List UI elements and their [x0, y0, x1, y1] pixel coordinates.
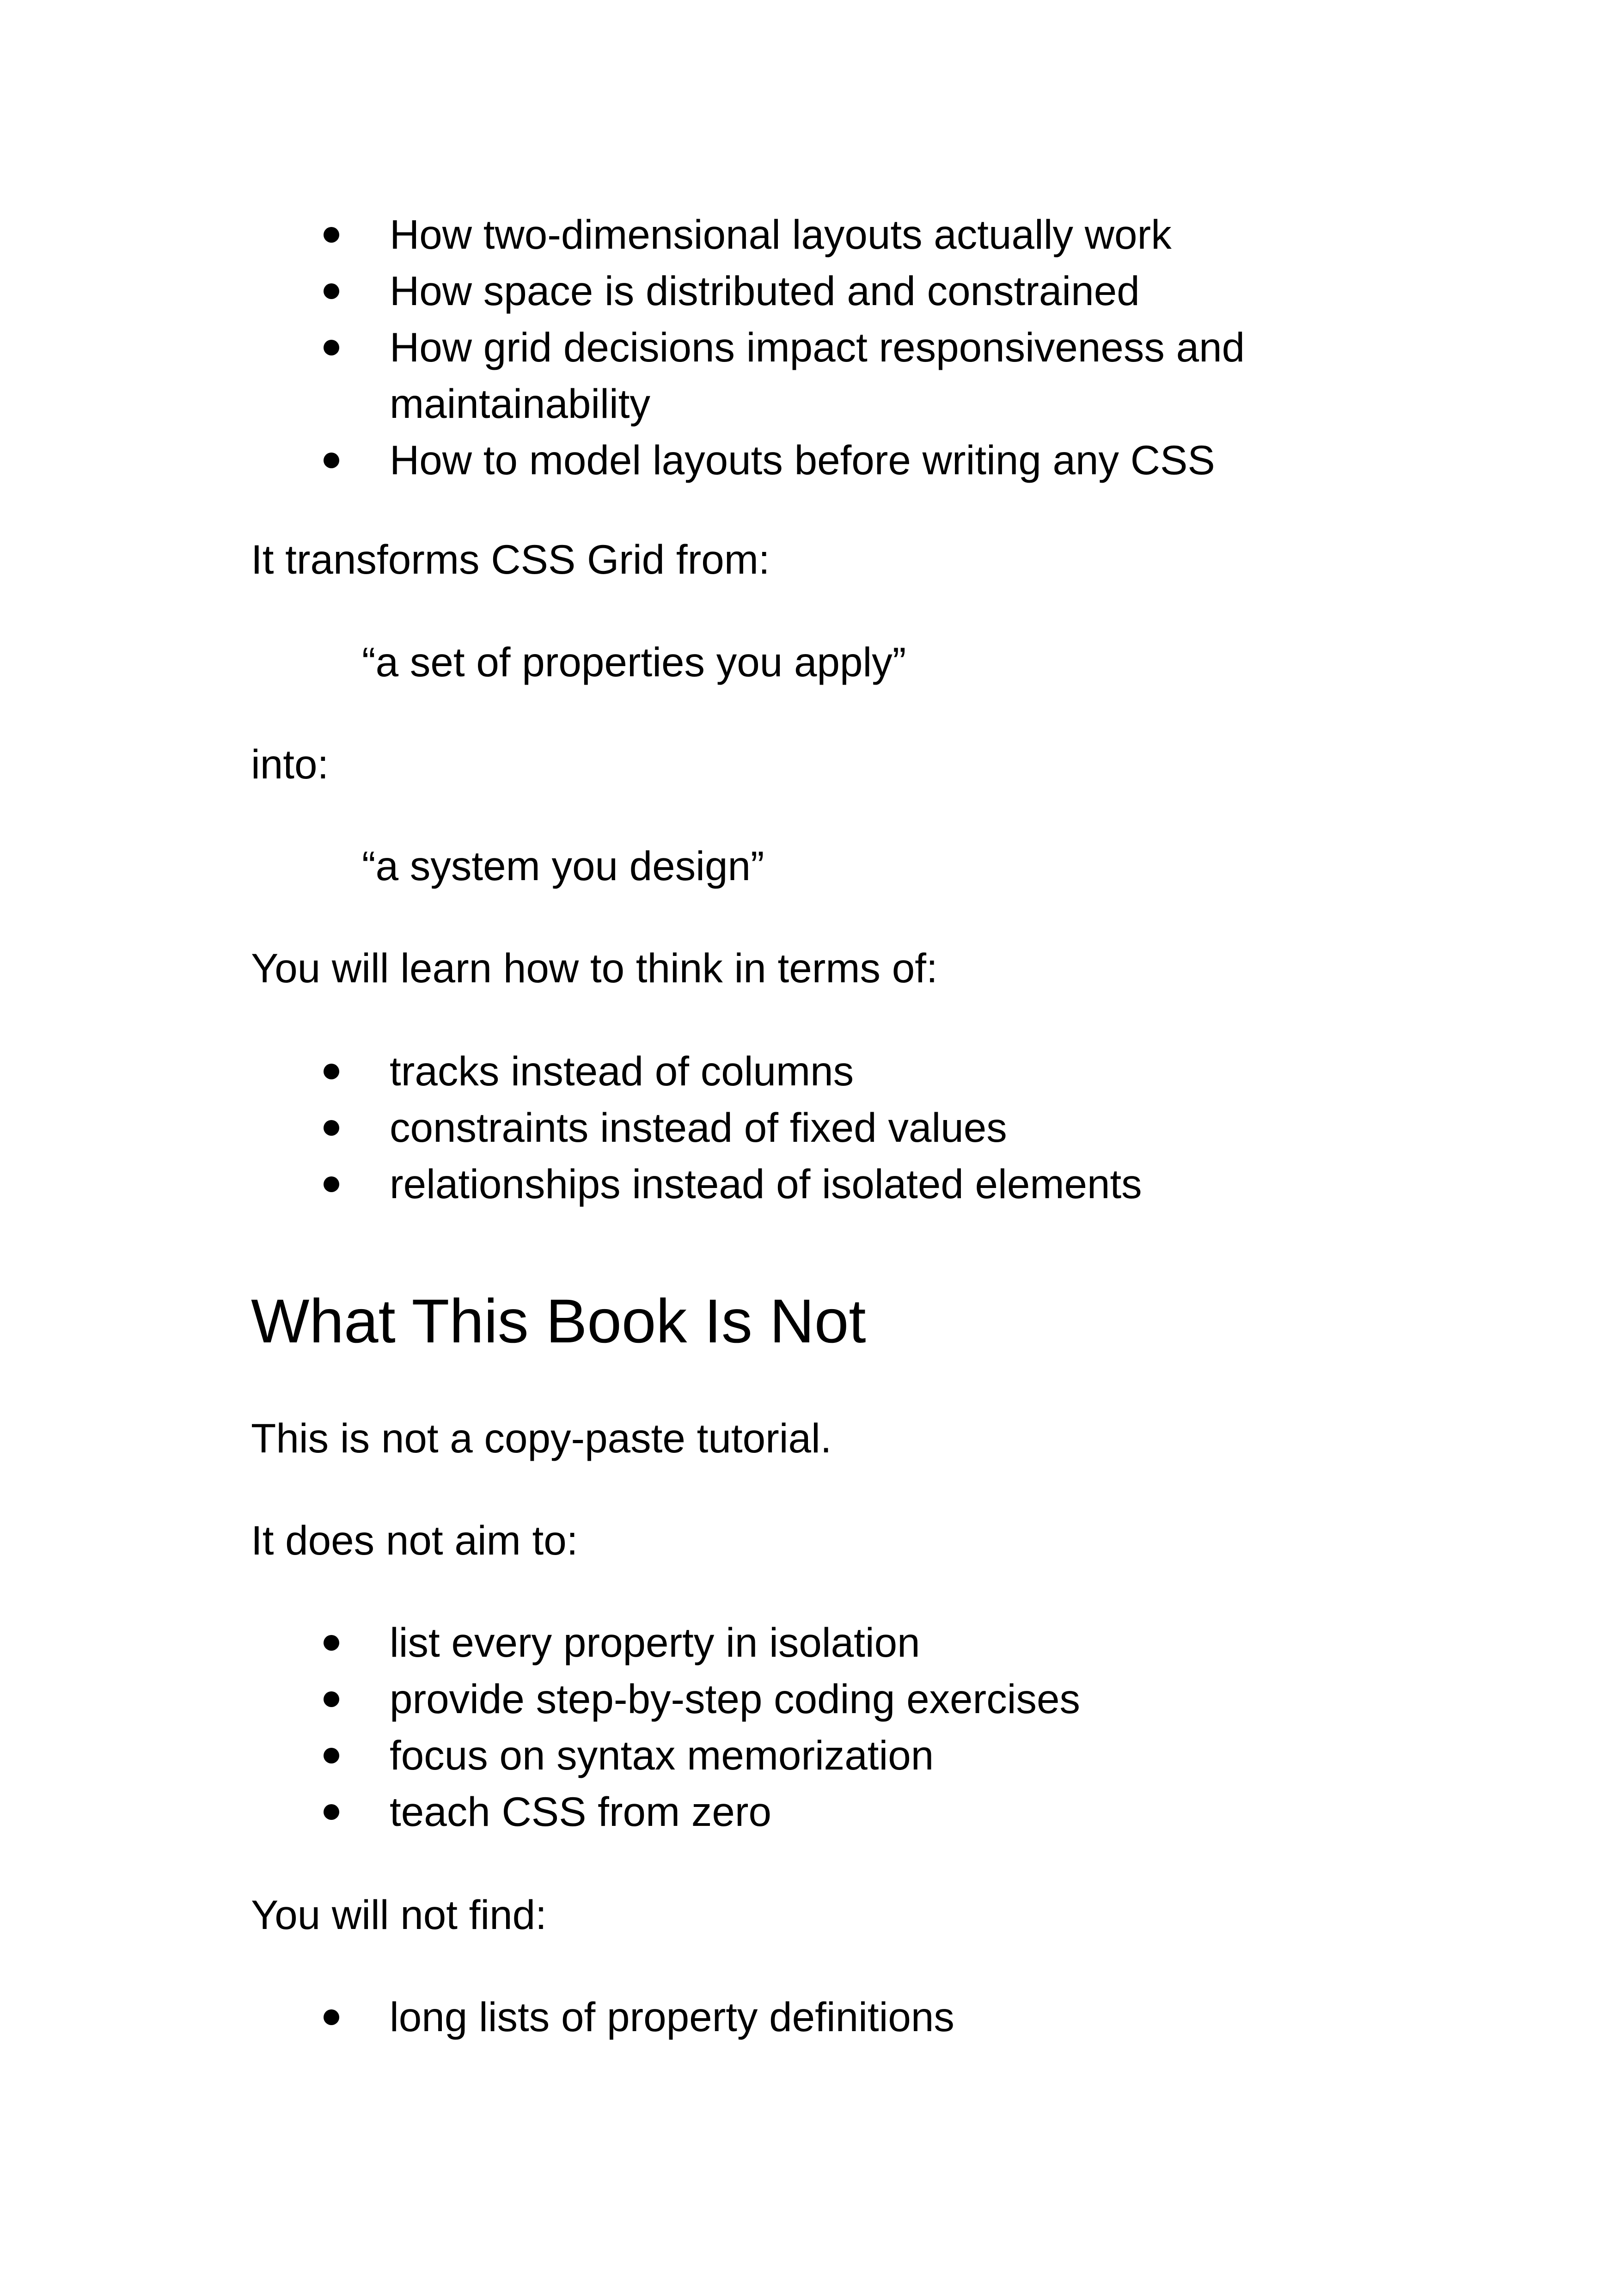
- bullet-icon: [324, 1748, 339, 1763]
- bullet-icon: [324, 1804, 339, 1820]
- bullet-icon: [324, 340, 339, 355]
- not-find-bullet-list: [0, 1989, 954, 2045]
- list-item: [0, 1989, 954, 2045]
- list-item-text: constraints instead of fixed values: [390, 1104, 1007, 1151]
- not-tutorial-paragraph: This is not a copy-paste tutorial.: [251, 1415, 832, 1461]
- quote-into: “a system you design”: [362, 843, 764, 889]
- bullet-icon: [324, 1120, 339, 1136]
- list-item-text: relationships instead of isolated elements: [390, 1161, 1142, 1207]
- bullet-icon: [324, 1691, 339, 1707]
- bullet-icon: [324, 1635, 339, 1651]
- list-item: [0, 1156, 1142, 1212]
- list-item-text: list every property in isolation: [390, 1619, 920, 1665]
- list-item-text: provide step-by-step coding exercises: [390, 1676, 1080, 1722]
- list-item: [0, 206, 1245, 263]
- list-item: [0, 319, 1245, 375]
- list-item-text: tracks instead of columns: [390, 1048, 854, 1094]
- list-item-text: focus on syntax memorization: [390, 1732, 934, 1778]
- list-item-text: teach CSS from zero: [390, 1788, 772, 1835]
- list-item: [0, 263, 1245, 319]
- list-item-text: long lists of property definitions: [390, 1994, 954, 2040]
- list-item: [0, 1671, 1080, 1727]
- bullet-icon: [324, 227, 339, 243]
- not-aim-bullet-list: [0, 1614, 1080, 1840]
- think-bullet-list: [0, 1043, 1142, 1212]
- list-item-text: How grid decisions impact responsiveness and: [390, 324, 1245, 370]
- list-item: [0, 432, 1245, 488]
- not-aim-paragraph: It does not aim to:: [251, 1517, 578, 1563]
- not-find-paragraph: You will not find:: [251, 1892, 547, 1938]
- transforms-paragraph: It transforms CSS Grid from:: [251, 536, 770, 582]
- list-item-text: How to model layouts before writing any CSS: [390, 437, 1215, 483]
- list-item: [0, 1043, 1142, 1099]
- bullet-icon: [324, 453, 339, 468]
- learn-paragraph: You will learn how to think in terms of:: [251, 945, 938, 991]
- bullet-icon: [324, 283, 339, 299]
- list-item-text: maintainability: [390, 380, 650, 427]
- quote-from: “a set of properties you apply”: [362, 639, 906, 685]
- bullet-icon: [324, 1064, 339, 1079]
- list-item-text: How space is distributed and constrained: [390, 268, 1140, 314]
- bullet-icon: [324, 2009, 339, 2025]
- list-item: [0, 1099, 1142, 1156]
- list-item-continuation: [0, 375, 1245, 432]
- list-item: [0, 1614, 1080, 1671]
- into-paragraph: into:: [251, 741, 329, 787]
- intro-bullet-list: [0, 206, 1245, 488]
- list-item: [0, 1727, 1080, 1783]
- bullet-icon: [324, 1176, 339, 1192]
- section-heading: What This Book Is Not: [251, 1287, 866, 1356]
- list-item-text: How two-dimensional layouts actually work: [390, 211, 1172, 257]
- list-item: [0, 1783, 1080, 1840]
